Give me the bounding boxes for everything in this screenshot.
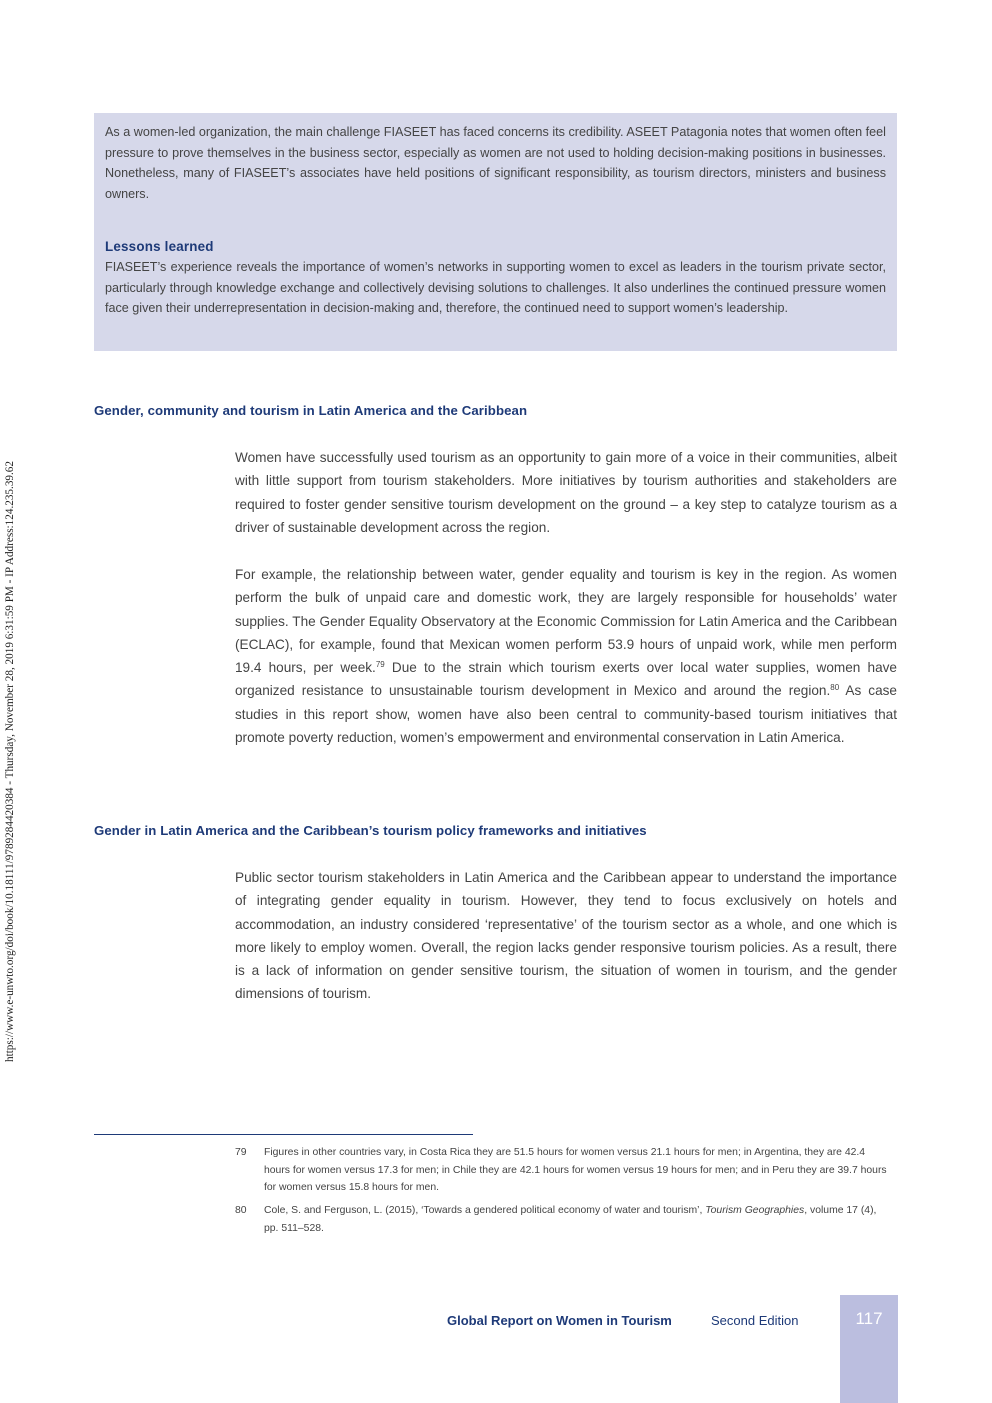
lessons-learned-heading: Lessons learned [105,239,214,254]
footnote-79 [235,1144,887,1197]
footnote-number: 79 [235,1147,247,1158]
footnote-80 [235,1202,887,1237]
section-title-gender-community: Gender, community and tourism in Latin America and the Caribbean [94,403,528,418]
footer-edition: Second Edition [711,1313,799,1328]
citation-text: Cole, S. and Ferguson, L. (2015), ‘Towards a gendered political economy of water and tourism’, [264,1205,706,1216]
case-study-paragraph: As a women-led organization, the main challenge FIASEET has faced concerns its credibility. ASEET Patagonia notes that women often feel pressure to prove themselves in the business sector, especially as women are not used to holding decision-making positions in businesses. Nonetheless, many of FIASEET’s associates have held positions of significant responsibility, as tourism directors, ministers and business owners. [105,125,886,201]
paragraph-2-text-a: For example, the relationship between water, gender equality and tourism is key in the region. As women perform the bulk of unpaid care and domestic work, they are largely responsible for households’ water supplies. The Gender Equality Observatory at the Economic Commission for Latin America and the Caribbean (ECLAC), for example, found that Mexican women perform 53.9 hours of unpaid work, while men perform 19.4 hours, per week. [235,567,897,676]
footnote-divider [94,1134,473,1135]
footer-report-title: Global Report on Women in Tourism [447,1313,672,1328]
section1-paragraph-2 [235,563,897,749]
case-study-box [94,113,897,351]
page-number: 117 [855,1309,883,1328]
footnote-ref-80[interactable]: 80 [830,683,840,693]
paragraph-2-text-c: As case studies in this report show, women have also been central to community-based tourism initiatives that promote poverty reduction, women’s empowerment and environmental conservation in Latin America. [235,683,897,746]
lessons-learned-text: FIASEET’s experience reveals the importance of women’s networks in supporting women to excel as leaders in the tourism private sector, particularly through knowledge exchange and collectively devising solutions to challenges. It also underlines the continued pressure women face given their underrepresentation in decision-making and, therefore, the continued need to support women’s leadership. [105,260,886,315]
footnote-text: Figures in other countries vary, in Costa Rica they are 51.5 hours for women versus 21.1 hours for men; in Argentina, they are 42.4 hours for women versus 17.3 for men; in Chile they are 42.1 hours for women versus 19 hours for men; and in Peru they are 39.7 hours for women versus 15.8 hours for men. [264,1147,887,1193]
section-title-policy-frameworks: Gender in Latin America and the Caribbean’s tourism policy frameworks and initiatives [94,823,647,838]
section2-paragraph-1: Public sector tourism stakeholders in Latin America and the Caribbean appear to understand the importance of integrating gender equality in tourism. However, they tend to focus exclusively on hotels and accommodation, an industry considered ‘representative’ of the tourism sector as a whole, and one which is more likely to employ women. Overall, the region lacks gender responsive tourism policies. As a result, there is a lack of information on gender sensitive tourism, the situation of women in tourism, and the gender dimensions of tourism. [235,870,897,1002]
footnote-ref-79[interactable]: 79 [375,660,385,670]
footnote-text [264,1202,887,1237]
footnote-number: 80 [235,1205,247,1216]
side-access-url: https://www.e-unwto.org/doi/book/10.18111/9789284420384 - Thursday, November 28, 2019 6:31:59 PM - IP Address:124.235.39.62 [4,461,16,1062]
paragraph-2-text-b: Due to the strain which tourism exerts over local water supplies, women have organized resistance to unsustainable tourism development in Mexico and around the region. [235,660,897,699]
section1-paragraph-1: Women have successfully used tourism as an opportunity to gain more of a voice in their communities, albeit with little support from tourism stakeholders. More initiatives by tourism authorities and stakeholders are required to foster gender sensitive tourism development on the ground – a key step to catalyze tourism as a driver of sustainable development across the region. [235,450,897,535]
journal-title: Tourism Geographies [705,1205,805,1216]
citation-details: , volume 17 (4), pp. 511–528. [264,1205,877,1234]
page-number-tab [840,1295,898,1403]
